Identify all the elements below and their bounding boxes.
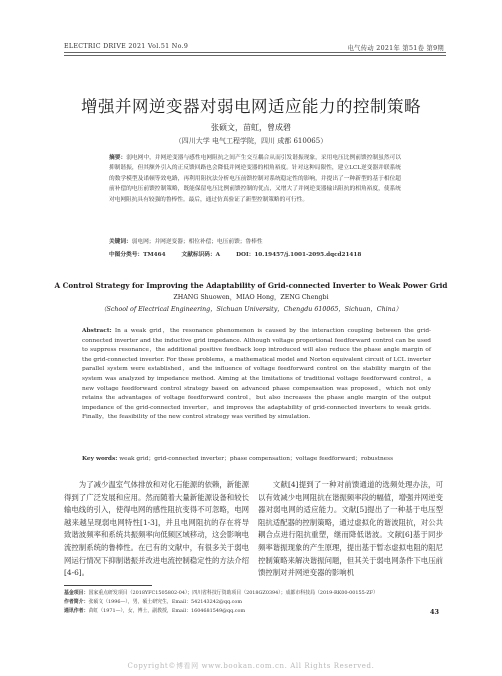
footnote-label: 基金项目： — [64, 590, 89, 596]
chinese-abstract — [109, 153, 401, 205]
document-code: 文献标识码：A — [181, 252, 221, 258]
english-abstract — [82, 327, 431, 423]
page-number: 43 — [430, 608, 440, 616]
footnote-text: 国家重点研发项目（2018YFC1505802-04）；四川省科技厅资助项目（2018GZ0394）；成都市科技局（2019-RK00-00155-ZF） — [88, 590, 379, 596]
copyright-watermark: Copyright©博看网 www.bookan.com.cn. All Rights Reserved. — [127, 662, 375, 670]
english-keywords — [82, 453, 431, 462]
english-keywords-text: weak grid；grid-connected inverter；phase compensation；voltage feedforward；robustness — [117, 456, 394, 462]
english-keywords-label: Key words: — [82, 456, 118, 462]
classification-line — [109, 249, 439, 258]
body-column-right — [258, 479, 443, 580]
running-header-right: 电气传动 2021年 第51卷 第9期 — [347, 45, 444, 52]
header-rule-thin — [64, 55, 446, 56]
body-paragraph: 文献[4]提到了一种对前馈通道的选频处理办法，可以有效减少电网阻抗在谐振频率段的幅值，增强并网逆变器对弱电网的适应能力。文献[5]提出了一种基于电压型阻抗适配器的控制策略，通过虚拟化的谐波阻抗，对公共耦合点进行阻抗重塑，继而降低谐波。文献[6]基于同步频率谐振现象的产生原理，提出基于暂态虚拟电阻的阻尼控制策略来解决谐振问题，但其关于弱电网条件下电压前馈控制对并网逆变器的影响机 — [258, 480, 443, 578]
author-list: 张硕文，苗虹，曾成碧 — [211, 123, 291, 132]
footnote-label: 通讯作者： — [64, 608, 89, 614]
running-header-left: ELECTRIC DRIVE 2021 Vol.51 No.9 — [64, 43, 189, 50]
author-affiliation: （四川大学 电气工程学院，四川 成都 610065） — [174, 137, 328, 145]
keywords-label: 关键词： — [109, 239, 132, 245]
article-title: 增强并网逆变器对弱电网适应能力的控制策略 — [81, 97, 421, 116]
english-affiliation: （School of Electrical Engineering，Sichuan University，Chengdu 610065，Sichuan，China） — [100, 306, 402, 313]
english-abstract-label: Abstract: — [82, 328, 112, 334]
footnote-corresponding — [64, 607, 245, 614]
footnote-text: 苗虹（1971—），女，博士，副教授，Email：1604681549@qq.com — [88, 608, 246, 614]
footnote-rule — [64, 585, 152, 586]
header-rule-thick — [64, 52, 446, 53]
english-abstract-text: In a weak grid，the resonance phenomenon is caused by the interaction coupling between the grid-connected inverter and the inductive grid impedance. Although voltage proportional feedforward control can be used to suppress resonance，the additional positive feedback loop introduced will also reduce the phase angle margin of the grid-connected inverter. For these problems，a mathematical model and Norton equivalent circuit of LCL inverter parallel system were established，and the influence of voltage feedforward control on the stability margin of the system was analyzed by impedance method. Aiming at the limitations of traditional voltage feedforward control，a new voltage feedforward control strategy based on advanced phase compensation was proposed，which not only retains the advantages of voltage feedforward control，but also increases the phase angle margin of the output impedance of the grid-connected inverter，and improves the adaptability of grid-connected inverters to weak grids. Finally，the feasibility of the new control strategy was verified by simulation. — [82, 328, 431, 421]
footnote-text: 张硕文（1996—），男，硕士研究生，Email：542143242@qq.com — [88, 599, 242, 605]
keywords-text: 弱电网；并网逆变器；相位补偿；电压前馈；鲁棒性 — [131, 239, 263, 245]
clc-number: 中图分类号：TM464 — [109, 252, 166, 258]
footnote-funding — [64, 589, 378, 596]
doi: DOI：10.19457/j.1001-2095.dqcd21418 — [236, 252, 362, 258]
abstract-text: 弱电网中，并网逆变器与感性电网阻抗之间产生交互耦合从而引发谐振现象，采用电压比例前馈控制虽然可以抑制谐振，但其额外引入的正反馈回路也会降低并网逆变器的相角裕度。针对这种局限性，建立LCL逆变器并联系统的数学模型及诺顿等效电路，再利用阻抗法分析电压前馈控制对系统稳定性的影响，并提出了一种新型的基于相位超前补偿的电压前馈控制策略，既能保留电压比例前馈控制的优点，又增大了并网逆变器输出阻抗的相角裕度，使系统对电网阻抗具有较强的鲁棒性。最后，通过仿真验证了新型控制策略的可行性。 — [109, 155, 402, 203]
english-authors: ZHANG Shuowen，MIAO Hong，ZENG Chengbi — [173, 294, 329, 301]
chinese-keywords — [109, 236, 401, 245]
footnote-author-bio — [64, 598, 242, 605]
english-title: A Control Strategy for Improving the Adaptability of Grid-connected Inverter to Weak Power Grid — [54, 281, 448, 290]
body-column-left — [64, 479, 249, 580]
footnote-label: 作者简介： — [64, 599, 89, 605]
abstract-label: 摘要： — [109, 155, 127, 161]
body-paragraph: 为了减少温室气体排放和对化石能源的依赖，新能源得到了广泛发展和应用。然而随着大量新能源设备和较长输电线的引入，使得电网的感性阻抗变得不可忽略，电网越来越呈现弱电网特性[1-3]，并且电网阻抗的存在将导致谐波频率和系统共振频率向低频区域移动，这会影响电流控制系统的鲁棒性。在已有的文献中，有很多关于弱电网运行情况下抑制谐振并改进电流控制稳定性的方法介绍[4-6]。 — [64, 480, 249, 578]
